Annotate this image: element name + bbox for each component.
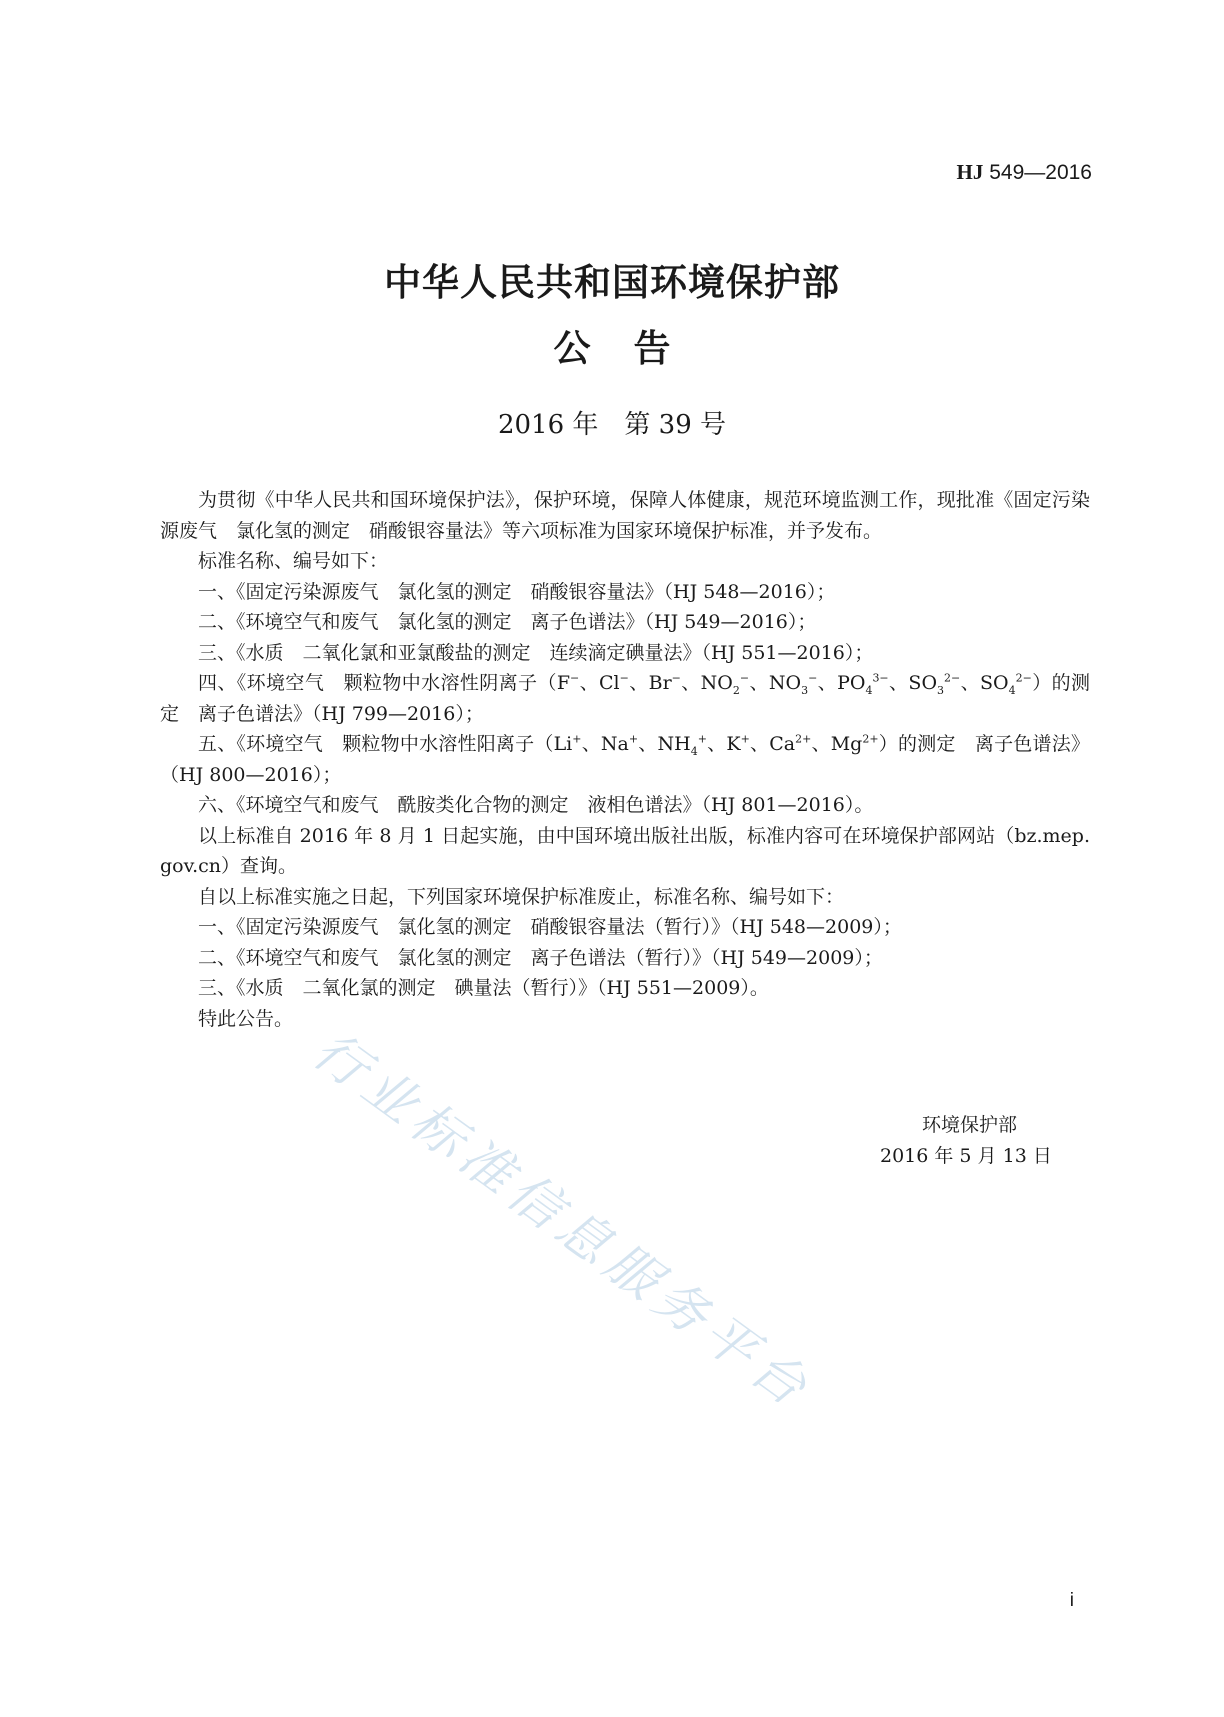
standard-item-6: 六、《环境空气和废气 酰胺类化合物的测定 液相色谱法》（HJ 801—2016）。 bbox=[198, 794, 874, 816]
signing-organization: 环境保护部 bbox=[922, 1114, 1018, 1136]
issue-number: 2016 年 第 39 号 bbox=[497, 410, 727, 440]
notice-body bbox=[160, 485, 1090, 1034]
page-number: i bbox=[1069, 1590, 1074, 1611]
standard-item-3: 三、《水质 二氧化氯和亚氯酸盐的测定 连续滴定碘量法》（HJ 551—2016）； bbox=[198, 641, 874, 664]
closing-line: 特此公告。 bbox=[198, 1007, 294, 1030]
signing-date: 2016 年 5 月 13 日 bbox=[880, 1145, 1052, 1167]
repeal-intro: 自以上标准实施之日起，下列国家环境保护标准废止，标准名称、编号如下： bbox=[198, 885, 845, 908]
standard-code: HJ 549—2016 bbox=[956, 160, 1092, 184]
standard-item-1: 一、《固定污染源废气 氯化氢的测定 硝酸银容量法》（HJ 548—2016）； bbox=[198, 580, 836, 603]
repealed-item-2: 二、《环境空气和废气 氯化氢的测定 离子色谱法（暂行）》（HJ 549—2009）； bbox=[198, 946, 883, 969]
standard-item-4: 四、《环境空气 颗粒物中水溶性阴离子（F−、Cl−、Br−、$NO_2^-$、$NO_3^-$、$PO_4^{3-}$、$SO_3^{2-}$、$SO_4^{2-}$）的测定 离子色谱法》（HJ 799—2016）； bbox=[160, 671, 1091, 725]
repealed-item-3: 三、《水质 二氧化氯的测定 碘量法（暂行）》（HJ 551—2009）。 bbox=[198, 977, 769, 999]
standard-item-5: 五、《环境空气 颗粒物中水溶性阳离子（Li+、Na+、$NH_4^+$、K+、$Ca^{2+}$、$Mg^{2+}$）的测定 离子色谱法》（HJ 800—2016）； bbox=[160, 732, 1090, 786]
signature-block bbox=[880, 1110, 1052, 1172]
intro-paragraph: 为贯彻《中华人民共和国环境保护法》，保护环境，保障人体健康，规范环境监测工作，现批准《固定污染源废气 氯化氢的测定 硝酸银容量法》等六项标准为国家环境保护标准，并予发布。 bbox=[160, 489, 1090, 542]
standard-item-2: 二、《环境空气和废气 氯化氢的测定 离子色谱法》（HJ 549—2016）； bbox=[198, 611, 817, 633]
notice-title: 公 告 bbox=[553, 327, 671, 370]
ministry-title: 中华人民共和国环境保护部 bbox=[384, 261, 840, 304]
repealed-item-1: 一、《固定污染源废气 氯化氢的测定 硝酸银容量法（暂行）》（HJ 548—2009）； bbox=[198, 916, 902, 938]
watermark: 行业标准信息服务平台 bbox=[302, 1020, 823, 1422]
effective-paragraph: 以上标准自 2016 年 8 月 1 日起实施，由中国环境出版社出版，标准内容可在环境保护部网站（bz.mep.gov.cn）查询。 bbox=[160, 824, 1090, 877]
list-intro: 标准名称、编号如下： bbox=[198, 550, 389, 572]
